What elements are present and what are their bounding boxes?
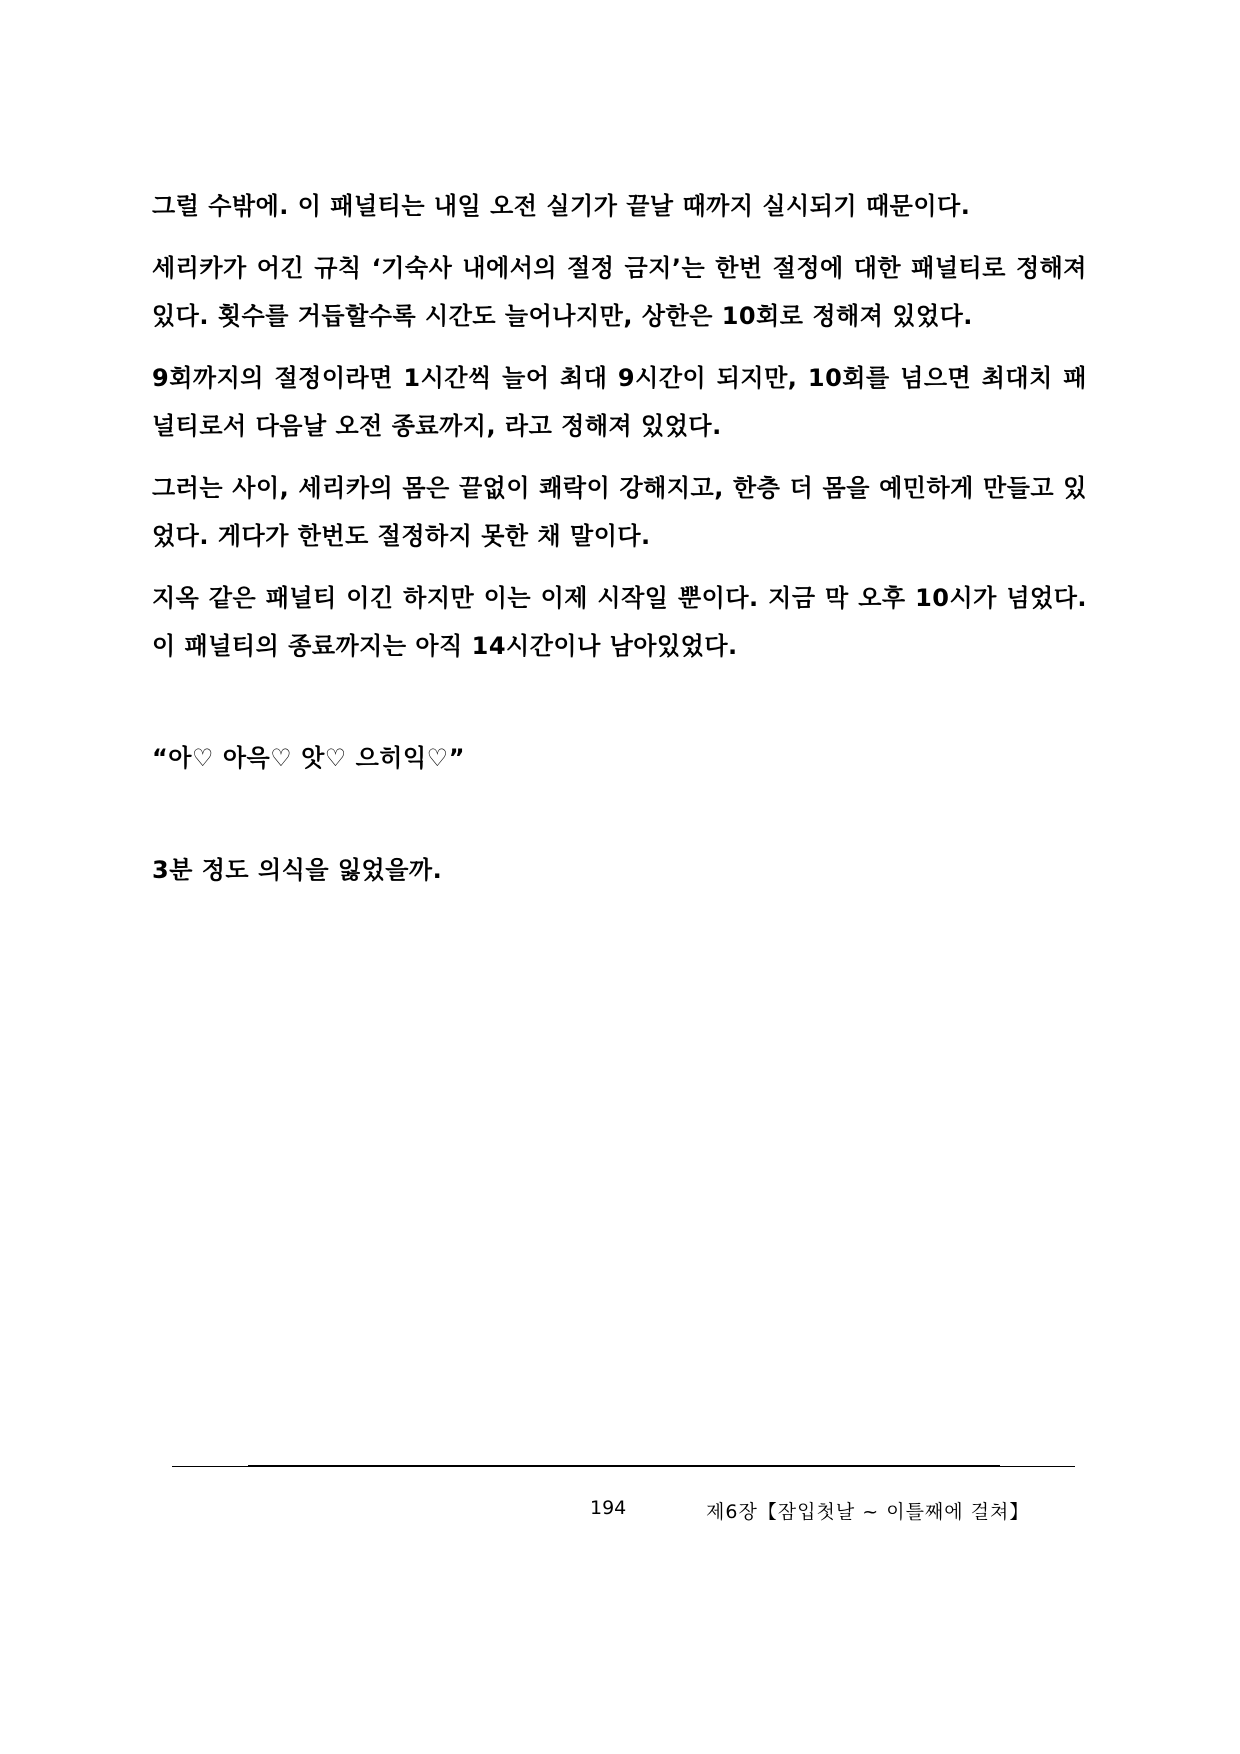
page-number: 194 [590, 1497, 627, 1519]
footer-divider-accent [248, 1465, 1000, 1467]
paragraph: 세리카가 어긴 규칙 ‘기숙사 내에서의 절정 금지’는 한번 절정에 대한 패널티로 정해져 있다. 횟수를 거듭할수록 시간도 늘어나지만, 상한은 10회로 정해져 있었다. [152, 254, 1087, 330]
page-footer [0, 1497, 1240, 1527]
paragraph: 지옥 같은 패널티 이긴 하지만 이는 이제 시작일 뿐이다. 지금 막 오후 10시가 넘었다. 이 패널티의 종료까지는 아직 14시간이나 남아있었다. [152, 584, 1087, 660]
paragraph: 3분 정도 의식을 잃었을까. [152, 856, 443, 884]
body-text [152, 182, 1087, 894]
dialogue-line: “아♡ 아윽♡ 앗♡ 으히익♡” [152, 744, 465, 772]
paragraph: 9회까지의 절정이라면 1시간씩 늘어 최대 9시간이 되지만, 10회를 넘으면 최대치 패널티로서 다음날 오전 종료까지, 라고 정해져 있었다. [152, 364, 1087, 440]
paragraph: 그럴 수밖에. 이 패널티는 내일 오전 실기가 끝날 때까지 실시되기 때문이다. [152, 192, 971, 220]
paragraph: 그러는 사이, 세리카의 몸은 끝없이 쾌락이 강해지고, 한층 더 몸을 예민하게 만들고 있었다. 게다가 한번도 절정하지 못한 채 말이다. [152, 474, 1087, 550]
chapter-title: 제6장【잠입첫날 ~ 이틀째에 걸쳐】 [706, 1501, 1030, 1523]
